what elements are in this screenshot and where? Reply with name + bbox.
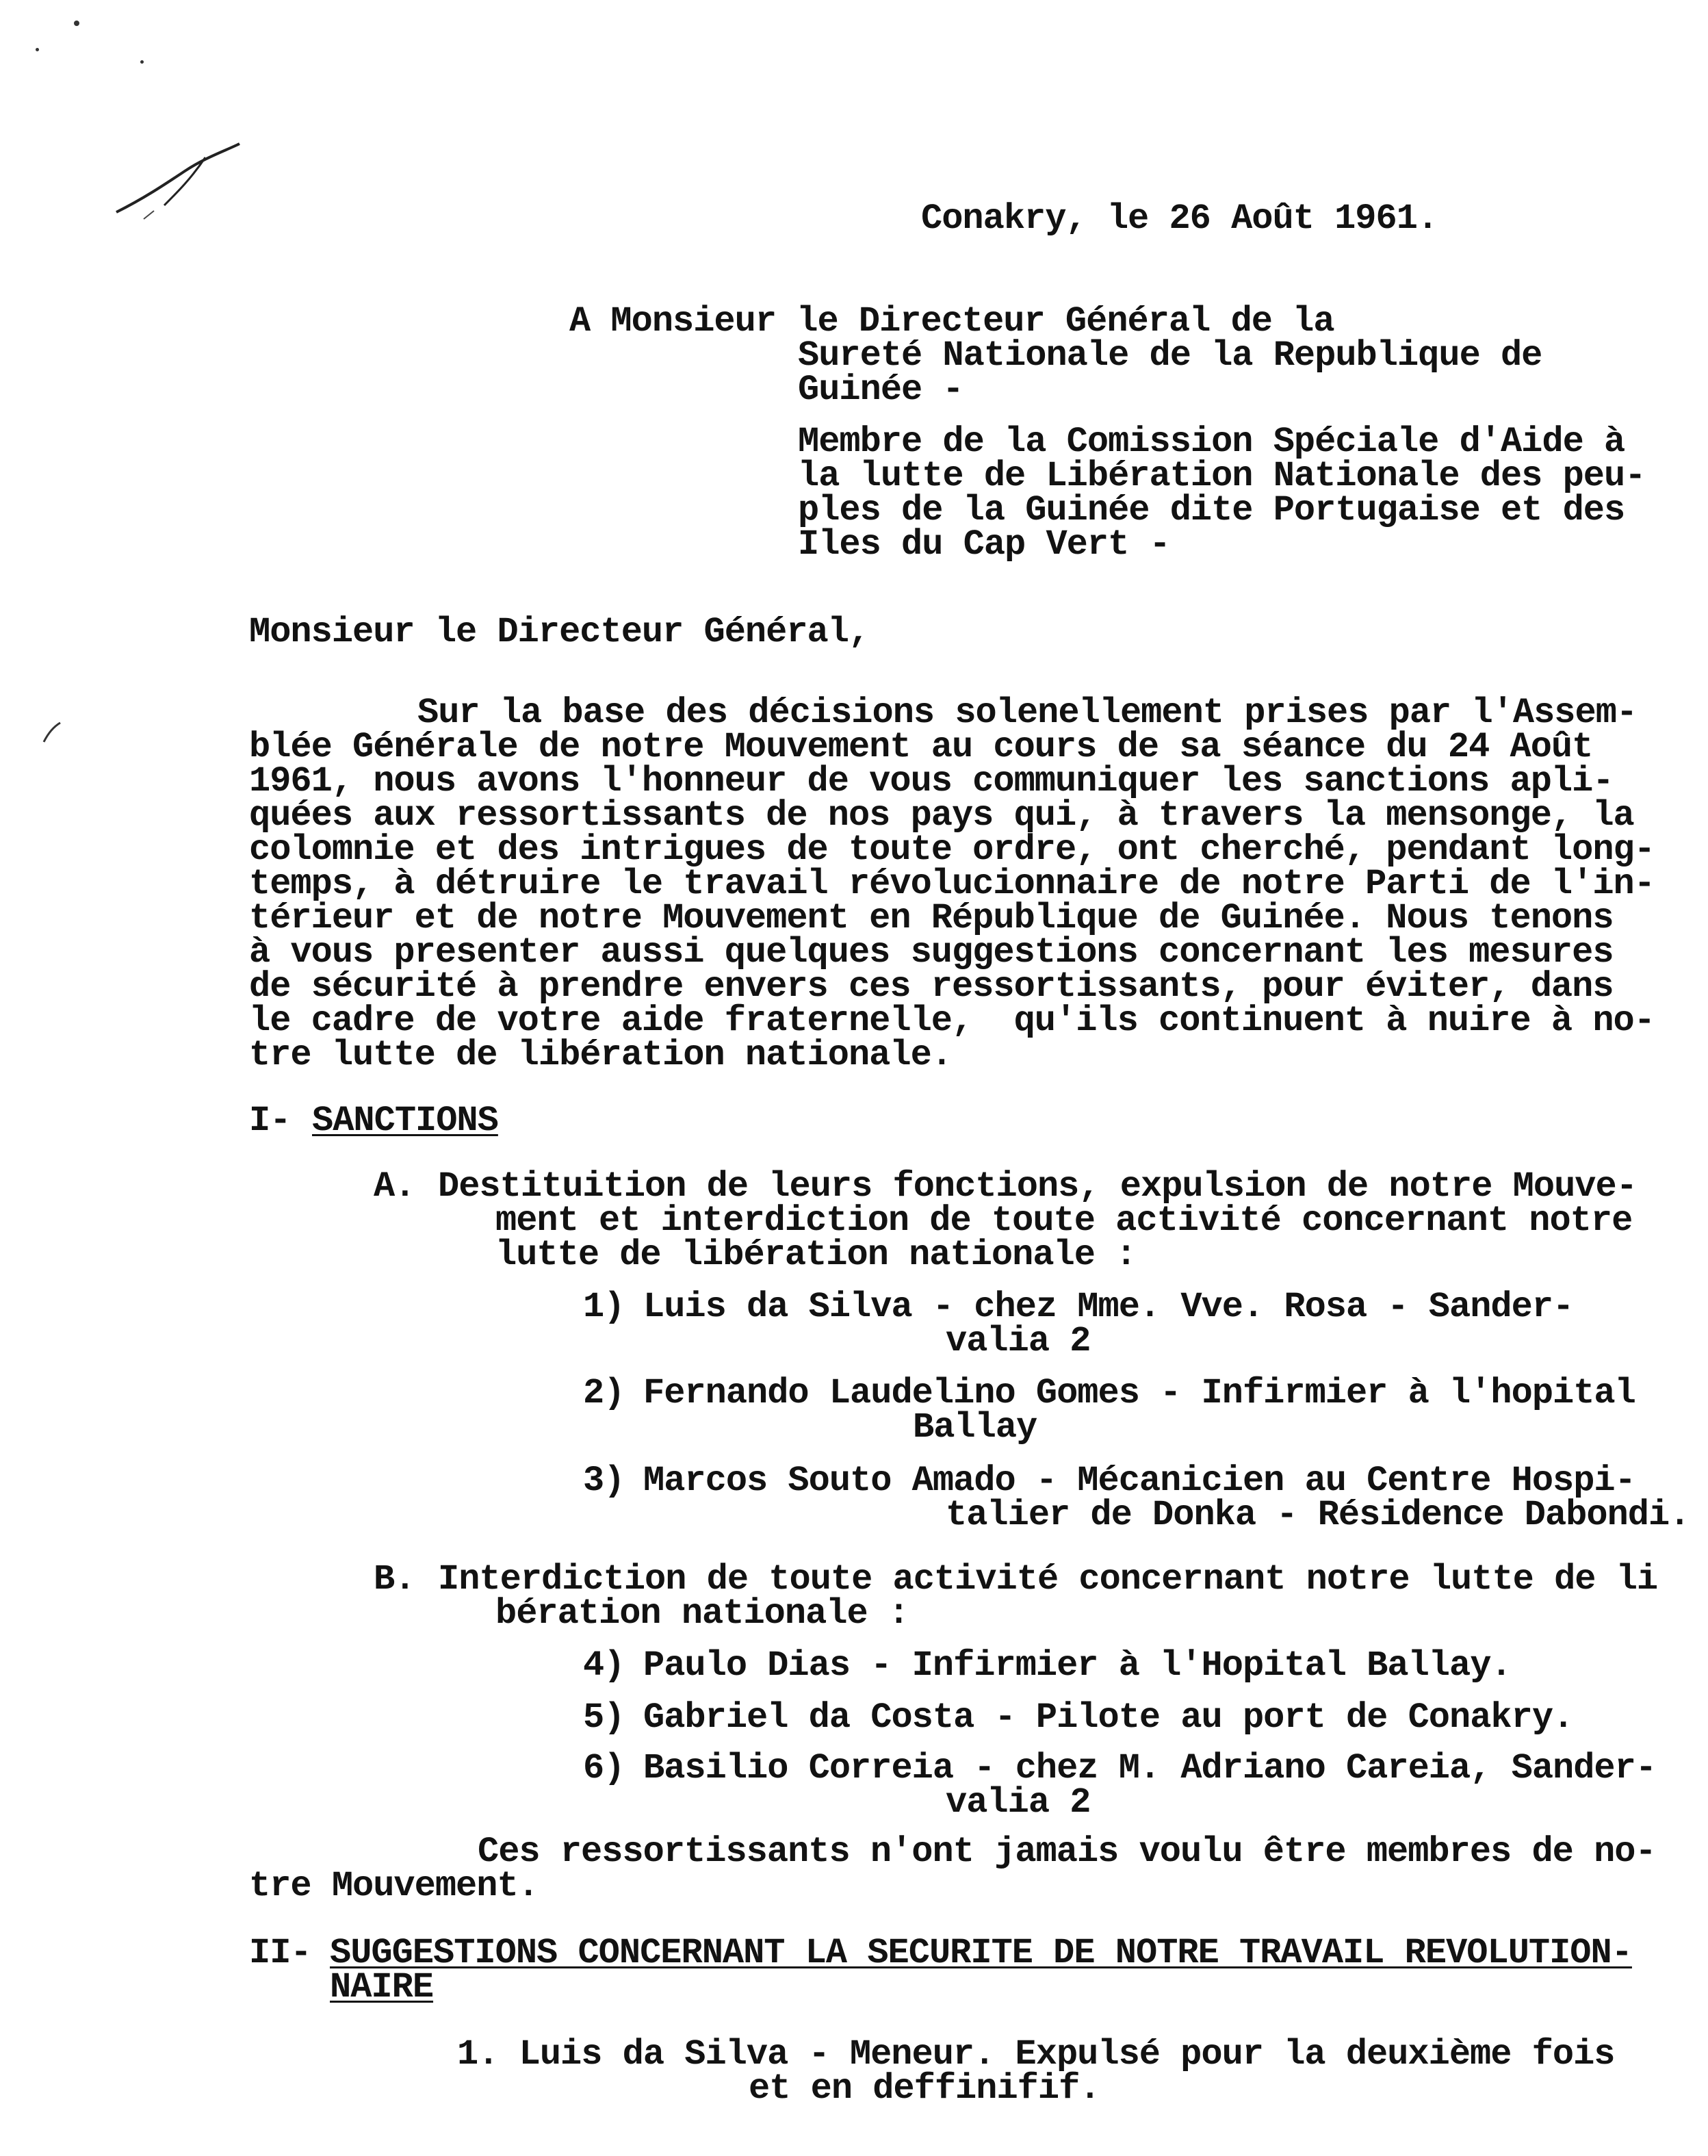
section-1-closing: tre Mouvement. xyxy=(249,1866,539,1906)
section-1-closing: Ces ressortissants n'ont jamais voulu être membres de no- xyxy=(478,1832,1656,1872)
section-1-a-line: lutte de libération nationale : xyxy=(495,1235,1137,1275)
address-line-2: Sureté Nationale de la Republique de xyxy=(798,335,1542,376)
section-1-number: I- xyxy=(249,1101,291,1141)
ink-dot xyxy=(140,60,144,64)
intro-line: térieur et de notre Mouvement en République de Guinée. Nous tenons xyxy=(249,898,1614,938)
list-item-text: Basilio Correia - chez M. Adriano Careia, Sander- xyxy=(643,1748,1657,1788)
section-1-a-marker: A. xyxy=(374,1166,415,1207)
list-item-number: 5) xyxy=(583,1697,625,1738)
date-line: Conakry, le 26 Août 1961. xyxy=(921,198,1438,239)
address-line-1: A Monsieur le Directeur Général de la xyxy=(569,301,1334,342)
section-1-a-line: ment et interdiction de toute activité concernant notre xyxy=(495,1201,1633,1241)
salutation: Monsieur le Directeur Général, xyxy=(249,612,870,652)
section-1-b-line: Interdiction de toute activité concernant notre lutte de li xyxy=(438,1559,1658,1600)
list-item-text: Fernando Laudelino Gomes - Infirmier à l'hopital xyxy=(643,1373,1635,1413)
intro-line: blée Générale de notre Mouvement au cours de sa séance du 24 Août xyxy=(249,727,1593,767)
ink-dot xyxy=(74,21,79,26)
list-item-number: 3) xyxy=(583,1461,625,1501)
list-item-text: Paulo Dias - Infirmier à l'Hopital Ballay. xyxy=(643,1645,1512,1686)
intro-line: à vous presenter aussi quelques suggestions concernant les mesures xyxy=(249,932,1614,973)
handwritten-mark-icon xyxy=(103,130,260,233)
ink-dot xyxy=(36,48,39,51)
intro-line: 1961, nous avons l'honneur de vous communiquer les sanctions apli- xyxy=(249,761,1614,801)
list-item-text: valia 2 xyxy=(946,1782,1091,1823)
section-2-title: NAIRE xyxy=(330,1967,434,2007)
address-line-7: Iles du Cap Vert - xyxy=(798,524,1170,565)
address-line-6: ples de la Guinée dite Portugaise et des xyxy=(798,490,1625,530)
address-line-3: Guinée - xyxy=(798,370,963,410)
list-item-number: 6) xyxy=(583,1748,625,1788)
address-line-5: la lutte de Libération Nationale des peu- xyxy=(798,456,1646,496)
address-line-4: Membre de la Comission Spéciale d'Aide à xyxy=(798,422,1625,462)
intro-line: le cadre de votre aide fraternelle, qu'ils continuent à nuire à no- xyxy=(249,1001,1655,1041)
section-2-item: 1. Luis da Silva - Meneur. Expulsé pour la deuxième fois xyxy=(457,2034,1615,2075)
intro-line: tre lutte de libération nationale. xyxy=(249,1035,952,1075)
list-item-text: talier de Donka - Résidence Dabondi. xyxy=(946,1495,1690,1535)
pen-stroke-icon xyxy=(38,719,66,746)
section-1-title: SANCTIONS xyxy=(312,1101,498,1141)
list-item-text: Luis da Silva - chez Mme. Vve. Rosa - Sander- xyxy=(643,1287,1574,1327)
intro-line: temps, à détruire le travail révolucionnaire de notre Parti de l'in- xyxy=(249,864,1655,904)
section-1-b-line: bération nationale : xyxy=(495,1593,909,1634)
list-item-number: 1) xyxy=(583,1287,625,1327)
list-item-text: Marcos Souto Amado - Mécanicien au Centre Hospi- xyxy=(643,1461,1635,1501)
list-item-text: Ballay xyxy=(913,1407,1037,1448)
list-item-text: Gabriel da Costa - Pilote au port de Conakry. xyxy=(643,1697,1574,1738)
list-item-number: 4) xyxy=(583,1645,625,1686)
intro-line: de sécurité à prendre envers ces ressortissants, pour éviter, dans xyxy=(249,966,1614,1007)
list-item-number: 2) xyxy=(583,1373,625,1413)
section-2-number: II- xyxy=(249,1933,311,1973)
section-2-item: et en deffinifif. xyxy=(749,2068,1100,2109)
section-2-title: SUGGESTIONS CONCERNANT LA SECURITE DE NOTRE TRAVAIL REVOLUTION- xyxy=(330,1933,1632,1973)
section-1-b-marker: B. xyxy=(374,1559,415,1600)
intro-line: colomnie et des intrigues de toute ordre, ont cherché, pendant long- xyxy=(249,830,1655,870)
intro-line: quées aux ressortissants de nos pays qui, à travers la mensonge, la xyxy=(249,795,1634,836)
list-item-text: valia 2 xyxy=(946,1321,1091,1361)
section-1-a-line: Destituition de leurs fonctions, expulsion de notre Mouve- xyxy=(438,1166,1637,1207)
intro-line: Sur la base des décisions solenellement prises par l'Assem- xyxy=(417,693,1638,733)
